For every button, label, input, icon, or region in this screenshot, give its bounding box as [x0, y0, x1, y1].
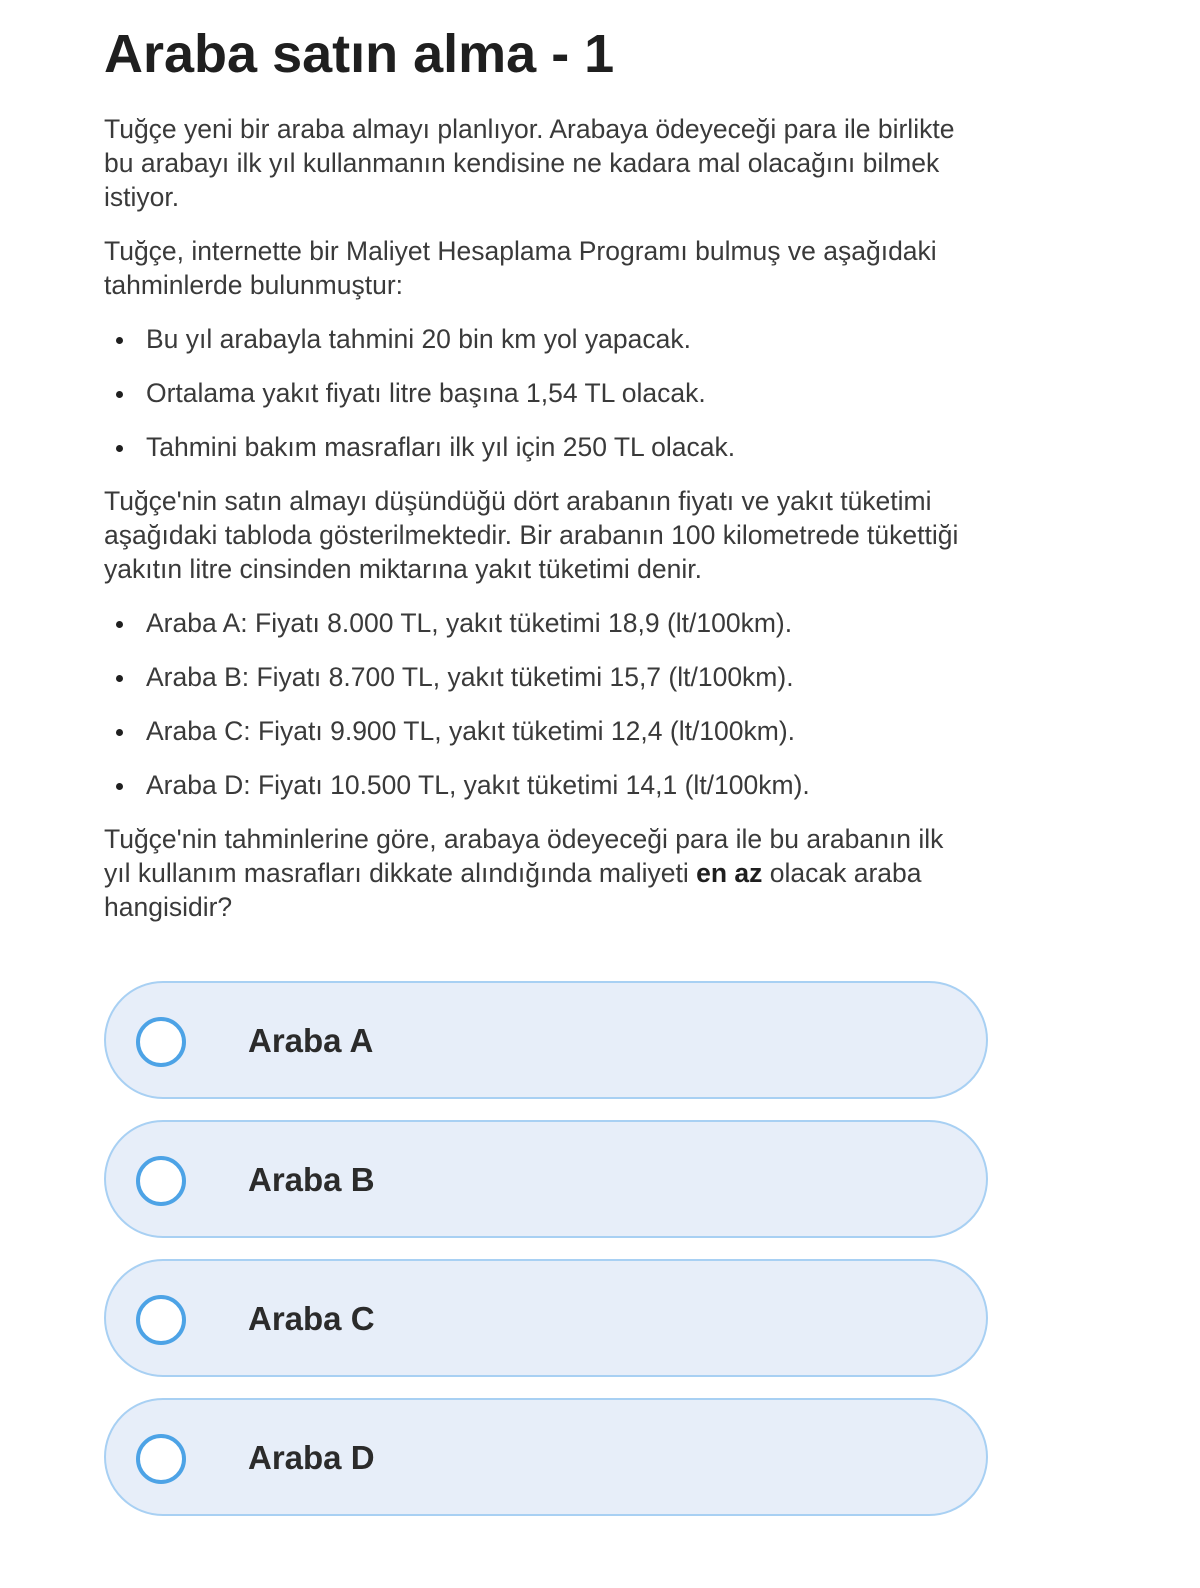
option-araba-d[interactable]	[104, 1398, 988, 1516]
question-text	[104, 822, 974, 924]
question-emphasis: en az	[696, 858, 763, 888]
table-intro-paragraph: Tuğçe'nin satın almayı düşündüğü dört arabanın fiyatı ve yakıt tüketimi aşağıdaki tabloda gösterilmektedir. Bir arabanın 100 kilometrede tükettiği yakıtın litre cinsinden miktarına yakıt tüketimi denir.	[104, 486, 959, 584]
radio-circle-icon[interactable]	[136, 1295, 186, 1345]
question-text-end: olacak araba hangisidir?	[104, 858, 922, 922]
option-araba-c[interactable]	[104, 1259, 988, 1377]
option-label: Araba C	[248, 1300, 375, 1337]
option-araba-a[interactable]	[104, 981, 988, 1099]
cars-list	[104, 606, 974, 802]
estimates-list	[104, 322, 974, 464]
option-label: Araba B	[248, 1161, 375, 1198]
list-item: Tahmini bakım masrafları ilk yıl için 250 TL olacak.	[146, 430, 974, 464]
intro-paragraph-1: Tuğçe yeni bir araba almayı planlıyor. Arabaya ödeyeceği para ile birlikte bu arabayı ilk yıl kullanmanın kendisine ne kadara mal olacağını bilmek istiyor.	[104, 114, 955, 212]
intro-paragraph-2: Tuğçe, internette bir Maliyet Hesaplama Programı bulmuş ve aşağıdaki tahminlerde bulunmuştur:	[104, 236, 937, 300]
radio-circle-icon[interactable]	[136, 1434, 186, 1484]
list-item: Bu yıl arabayla tahmini 20 bin km yol yapacak.	[146, 322, 974, 356]
option-label: Araba A	[248, 1022, 374, 1059]
list-item: Araba D: Fiyatı 10.500 TL, yakıt tüketimi 14,1 (lt/100km).	[146, 768, 974, 802]
list-item: Ortalama yakıt fiyatı litre başına 1,54 TL olacak.	[146, 376, 974, 410]
page-title: Araba satın alma - 1	[104, 24, 615, 84]
radio-circle-icon[interactable]	[136, 1017, 186, 1067]
list-item: Araba C: Fiyatı 9.900 TL, yakıt tüketimi 12,4 (lt/100km).	[146, 714, 974, 748]
list-item: Araba B: Fiyatı 8.700 TL, yakıt tüketimi 15,7 (lt/100km).	[146, 660, 974, 694]
list-item: Araba A: Fiyatı 8.000 TL, yakıt tüketimi 18,9 (lt/100km).	[146, 606, 974, 640]
radio-circle-icon[interactable]	[136, 1156, 186, 1206]
option-araba-b[interactable]	[104, 1120, 988, 1238]
question-text-start: Tuğçe'nin tahminlerine göre, arabaya ödeyeceği para ile bu arabanın ilk yıl kullanım masrafları dikkate alındığında maliyeti	[104, 824, 944, 888]
answer-options	[104, 981, 988, 1537]
question-body	[104, 112, 974, 944]
option-label: Araba D	[248, 1439, 375, 1476]
